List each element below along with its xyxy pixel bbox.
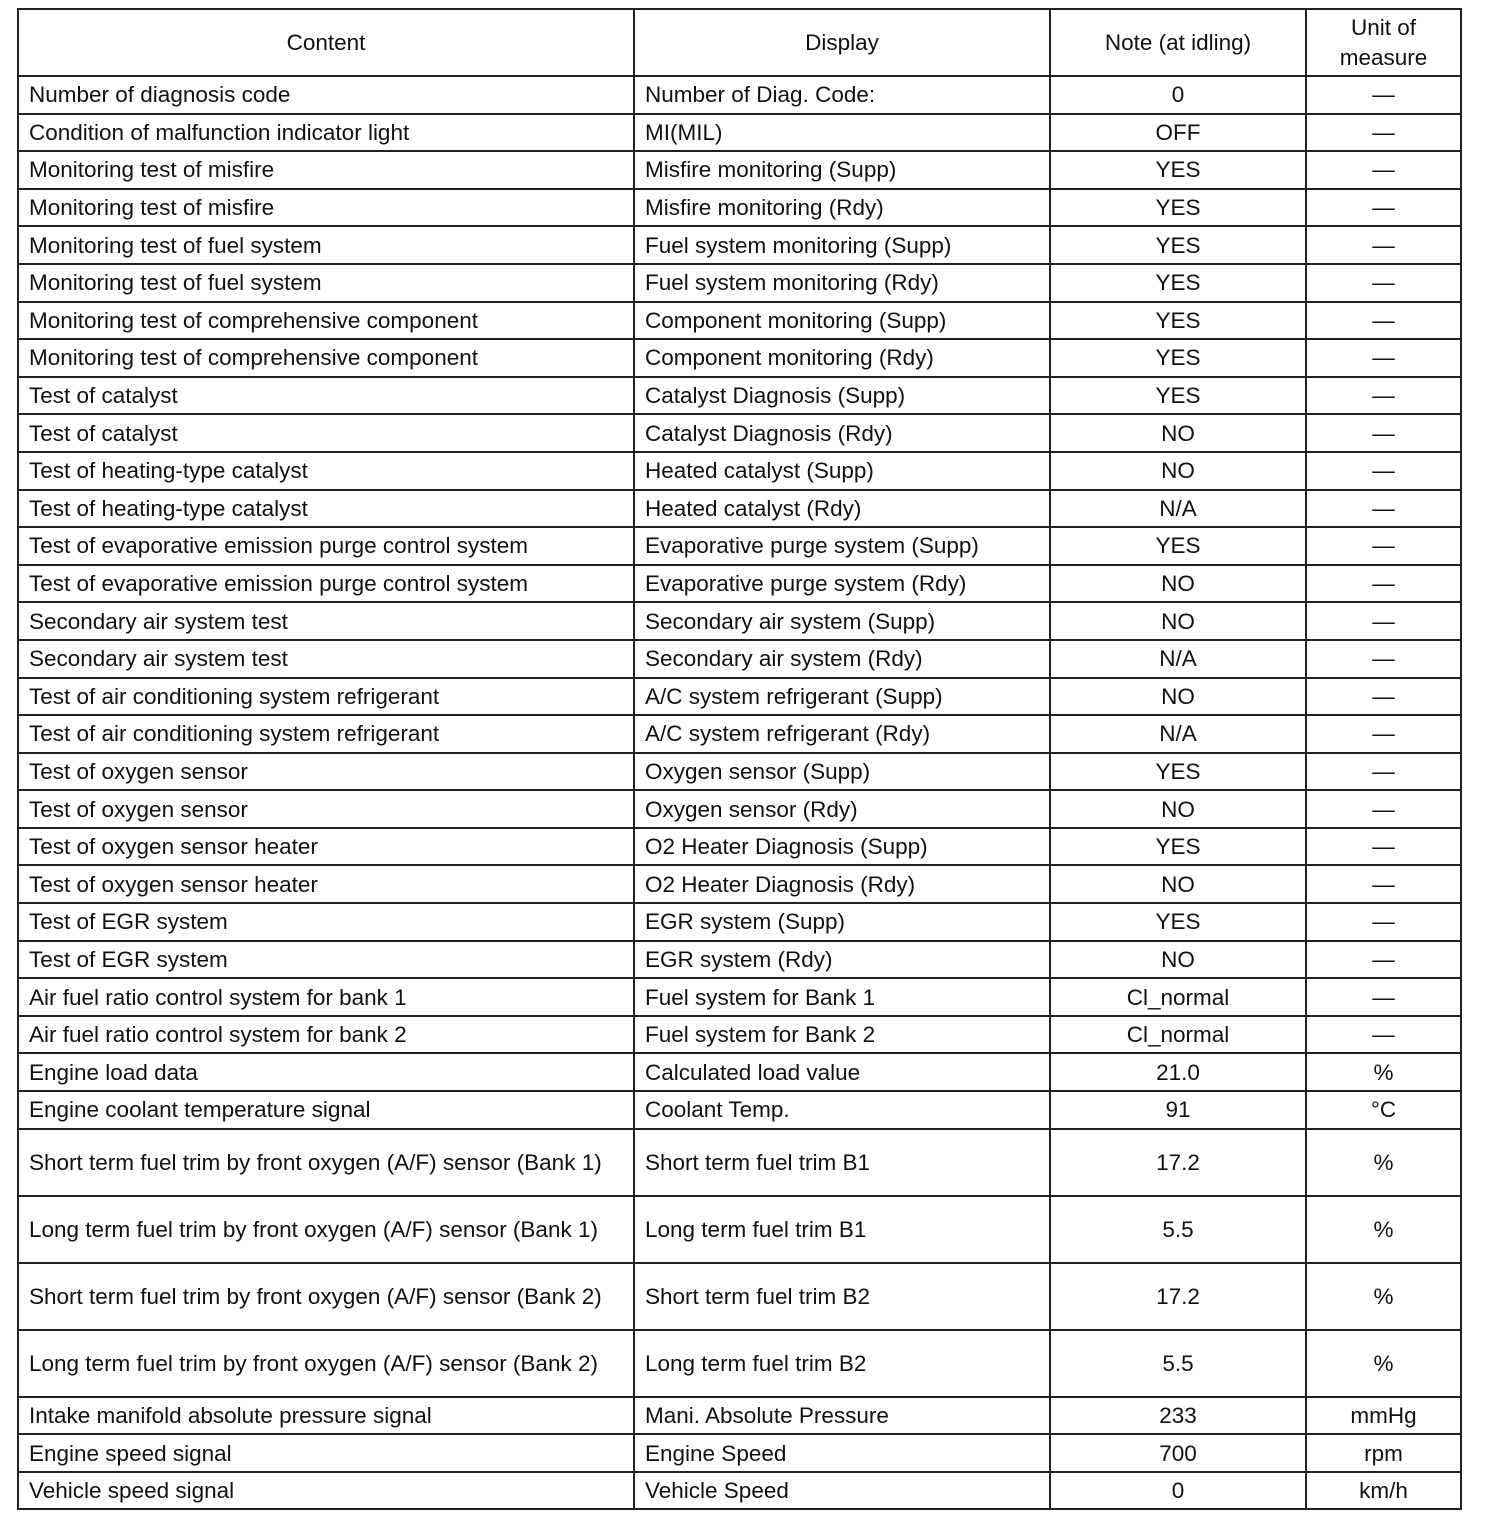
table-row [18,527,1461,565]
cell-content-text: Test of catalyst [29,420,178,446]
cell-content [18,1129,634,1196]
cell-content [18,1263,634,1330]
header-note: Note (at idling) [1050,9,1306,76]
cell-unit: — [1306,565,1461,603]
table-row [18,1263,1461,1330]
cell-display: EGR system (Rdy) [634,941,1050,979]
cell-note: 233 [1050,1397,1306,1435]
table-row [18,302,1461,340]
cell-content [18,1091,634,1129]
cell-display: Evaporative purge system (Supp) [634,527,1050,565]
table-row [18,715,1461,753]
cell-content [18,302,634,340]
cell-content [18,452,634,490]
cell-unit: — [1306,452,1461,490]
cell-unit: — [1306,377,1461,415]
cell-unit: — [1306,941,1461,979]
cell-display: Short term fuel trim B1 [634,1129,1050,1196]
cell-content [18,490,634,528]
cell-note: NO [1050,414,1306,452]
table-row [18,903,1461,941]
cell-display: A/C system refrigerant (Supp) [634,678,1050,716]
cell-note: NO [1050,941,1306,979]
cell-content-text: Intake manifold absolute pressure signal [29,1402,432,1428]
cell-display: Secondary air system (Supp) [634,602,1050,640]
cell-display: O2 Heater Diagnosis (Rdy) [634,865,1050,903]
cell-display: Heated catalyst (Rdy) [634,490,1050,528]
table-row [18,1053,1461,1091]
cell-content-text: Test of oxygen sensor [29,796,248,822]
cell-note: NO [1050,678,1306,716]
cell-unit: — [1306,189,1461,227]
cell-note: OFF [1050,114,1306,152]
cell-content-text: Monitoring test of fuel system [29,232,322,258]
cell-content-text: Condition of malfunction indicator light [29,119,410,145]
cell-display: MI(MIL) [634,114,1050,152]
cell-unit: % [1306,1263,1461,1330]
cell-content [18,414,634,452]
cell-display: A/C system refrigerant (Rdy) [634,715,1050,753]
table-body [18,76,1461,1509]
table-row [18,1434,1461,1472]
cell-display: Evaporative purge system (Rdy) [634,565,1050,603]
cell-content-text: Long term fuel trim by front oxygen (A/F) sensor (Bank 1) [29,1216,598,1242]
cell-note: N/A [1050,715,1306,753]
cell-display: Misfire monitoring (Supp) [634,151,1050,189]
cell-content [18,226,634,264]
cell-content [18,114,634,152]
table-header [18,9,1461,76]
cell-note: NO [1050,790,1306,828]
cell-content-text: Test of oxygen sensor [29,758,248,784]
cell-content-text: Air fuel ratio control system for bank 2 [29,1022,407,1048]
cell-note: N/A [1050,490,1306,528]
cell-note: Cl_normal [1050,1016,1306,1054]
cell-unit: — [1306,1016,1461,1054]
cell-unit: — [1306,76,1461,114]
cell-content-text: Test of catalyst [29,383,178,409]
cell-content [18,640,634,678]
cell-content-text: Secondary air system test [29,646,288,672]
table-row [18,640,1461,678]
cell-unit: — [1306,226,1461,264]
cell-content [18,377,634,415]
cell-unit: — [1306,715,1461,753]
cell-unit: km/h [1306,1472,1461,1510]
cell-note: YES [1050,226,1306,264]
cell-unit: rpm [1306,1434,1461,1472]
table-row [18,226,1461,264]
cell-note: NO [1050,452,1306,490]
cell-content-text: Vehicle speed signal [29,1478,235,1504]
cell-display: Mani. Absolute Pressure [634,1397,1050,1435]
table-row [18,602,1461,640]
cell-unit: % [1306,1196,1461,1263]
table-row [18,114,1461,152]
cell-display: Short term fuel trim B2 [634,1263,1050,1330]
cell-content [18,602,634,640]
table-row [18,151,1461,189]
cell-unit: % [1306,1330,1461,1397]
table-row [18,753,1461,791]
cell-content-text: Monitoring test of misfire [29,195,275,221]
cell-content-text: Monitoring test of comprehensive component [29,345,478,371]
cell-content [18,1016,634,1054]
cell-unit: — [1306,114,1461,152]
cell-note: 0 [1050,76,1306,114]
cell-display: Calculated load value [634,1053,1050,1091]
table-row [18,264,1461,302]
cell-note: 5.5 [1050,1196,1306,1263]
table-row [18,1472,1461,1510]
cell-unit: % [1306,1053,1461,1091]
table-row [18,377,1461,415]
table-row [18,414,1461,452]
cell-note: 91 [1050,1091,1306,1129]
cell-content-text: Monitoring test of fuel system [29,270,322,296]
table-row [18,1196,1461,1263]
table-row [18,1091,1461,1129]
cell-note: N/A [1050,640,1306,678]
cell-unit: — [1306,302,1461,340]
cell-content-text: Test of oxygen sensor heater [29,871,318,897]
cell-display: Oxygen sensor (Supp) [634,753,1050,791]
cell-unit: — [1306,978,1461,1016]
cell-content-text: Test of EGR system [29,909,228,935]
cell-display: Fuel system for Bank 2 [634,1016,1050,1054]
cell-content [18,264,634,302]
cell-content [18,1053,634,1091]
cell-note: YES [1050,903,1306,941]
table-row [18,865,1461,903]
cell-display: Misfire monitoring (Rdy) [634,189,1050,227]
cell-display: Secondary air system (Rdy) [634,640,1050,678]
cell-note: NO [1050,602,1306,640]
cell-display: Vehicle Speed [634,1472,1050,1510]
cell-unit: — [1306,640,1461,678]
cell-content-text: Engine speed signal [29,1440,232,1466]
table-row [18,790,1461,828]
cell-unit: — [1306,527,1461,565]
table-row [18,452,1461,490]
cell-content-text: Test of EGR system [29,946,228,972]
cell-content [18,1434,634,1472]
table-row [18,565,1461,603]
cell-content-text: Engine coolant temperature signal [29,1097,371,1123]
cell-note: YES [1050,264,1306,302]
cell-content [18,189,634,227]
cell-display: Heated catalyst (Supp) [634,452,1050,490]
cell-content [18,527,634,565]
cell-note: YES [1050,189,1306,227]
table-row [18,189,1461,227]
cell-display: Oxygen sensor (Rdy) [634,790,1050,828]
cell-content [18,865,634,903]
cell-content [18,565,634,603]
cell-content [18,790,634,828]
cell-note: Cl_normal [1050,978,1306,1016]
cell-content-text: Monitoring test of comprehensive component [29,307,478,333]
cell-content-text: Long term fuel trim by front oxygen (A/F) sensor (Bank 2) [29,1350,598,1376]
cell-display: Fuel system for Bank 1 [634,978,1050,1016]
cell-note: NO [1050,865,1306,903]
cell-content-text: Engine load data [29,1059,198,1085]
cell-content [18,715,634,753]
cell-note: 17.2 [1050,1263,1306,1330]
cell-display: Engine Speed [634,1434,1050,1472]
table-row [18,76,1461,114]
header-row [18,9,1461,76]
cell-content [18,978,634,1016]
header-unit: Unit of measure [1306,9,1461,76]
cell-unit: — [1306,490,1461,528]
table-row [18,1330,1461,1397]
table-row [18,978,1461,1016]
cell-unit: % [1306,1129,1461,1196]
cell-unit: — [1306,753,1461,791]
header-display: Display [634,9,1050,76]
cell-content-text: Number of diagnosis code [29,82,291,108]
cell-content [18,828,634,866]
table-row [18,1397,1461,1435]
cell-content-text: Test of heating-type catalyst [29,495,308,521]
table-row [18,339,1461,377]
cell-unit: mmHg [1306,1397,1461,1435]
cell-display: Long term fuel trim B1 [634,1196,1050,1263]
cell-content [18,339,634,377]
cell-unit: — [1306,151,1461,189]
cell-content-text: Test of evaporative emission purge control system [29,533,528,559]
cell-note: 17.2 [1050,1129,1306,1196]
obd-data-table [17,8,1462,1510]
cell-unit: — [1306,678,1461,716]
cell-note: NO [1050,565,1306,603]
cell-content [18,1196,634,1263]
cell-note: YES [1050,753,1306,791]
cell-note: YES [1050,151,1306,189]
table-row [18,1016,1461,1054]
cell-note: 21.0 [1050,1053,1306,1091]
cell-unit: — [1306,602,1461,640]
cell-note: YES [1050,828,1306,866]
cell-content [18,941,634,979]
cell-unit: — [1306,264,1461,302]
header-content: Content [18,9,634,76]
cell-display: Catalyst Diagnosis (Rdy) [634,414,1050,452]
cell-content-text: Test of evaporative emission purge control system [29,571,528,597]
cell-content [18,753,634,791]
cell-unit: °C [1306,1091,1461,1129]
cell-unit: — [1306,414,1461,452]
cell-content-text: Short term fuel trim by front oxygen (A/F) sensor (Bank 1) [29,1149,602,1175]
cell-display: Number of Diag. Code: [634,76,1050,114]
cell-note: YES [1050,527,1306,565]
cell-content [18,151,634,189]
cell-content [18,1397,634,1435]
cell-content [18,76,634,114]
cell-display: Coolant Temp. [634,1091,1050,1129]
table-row [18,678,1461,716]
cell-content-text: Air fuel ratio control system for bank 1 [29,984,407,1010]
cell-content [18,1472,634,1510]
table-row [18,941,1461,979]
table-row [18,1129,1461,1196]
cell-unit: — [1306,903,1461,941]
cell-note: YES [1050,302,1306,340]
cell-display: O2 Heater Diagnosis (Supp) [634,828,1050,866]
cell-content-text: Test of heating-type catalyst [29,458,308,484]
cell-note: YES [1050,377,1306,415]
cell-unit: — [1306,865,1461,903]
cell-note: 700 [1050,1434,1306,1472]
table-row [18,828,1461,866]
cell-content-text: Short term fuel trim by front oxygen (A/F) sensor (Bank 2) [29,1283,602,1309]
cell-content [18,1330,634,1397]
cell-content-text: Secondary air system test [29,608,288,634]
cell-content [18,903,634,941]
cell-display: Long term fuel trim B2 [634,1330,1050,1397]
table-row [18,490,1461,528]
cell-note: 0 [1050,1472,1306,1510]
cell-display: Component monitoring (Rdy) [634,339,1050,377]
cell-display: Fuel system monitoring (Supp) [634,226,1050,264]
cell-content-text: Test of air conditioning system refrigerant [29,721,440,747]
cell-unit: — [1306,790,1461,828]
cell-display: EGR system (Supp) [634,903,1050,941]
cell-display: Fuel system monitoring (Rdy) [634,264,1050,302]
cell-display: Component monitoring (Supp) [634,302,1050,340]
cell-content-text: Test of oxygen sensor heater [29,834,318,860]
cell-note: YES [1050,339,1306,377]
cell-content-text: Monitoring test of misfire [29,157,275,183]
cell-unit: — [1306,828,1461,866]
cell-content [18,678,634,716]
cell-content-text: Test of air conditioning system refrigerant [29,683,440,709]
cell-unit: — [1306,339,1461,377]
cell-display: Catalyst Diagnosis (Supp) [634,377,1050,415]
cell-note: 5.5 [1050,1330,1306,1397]
